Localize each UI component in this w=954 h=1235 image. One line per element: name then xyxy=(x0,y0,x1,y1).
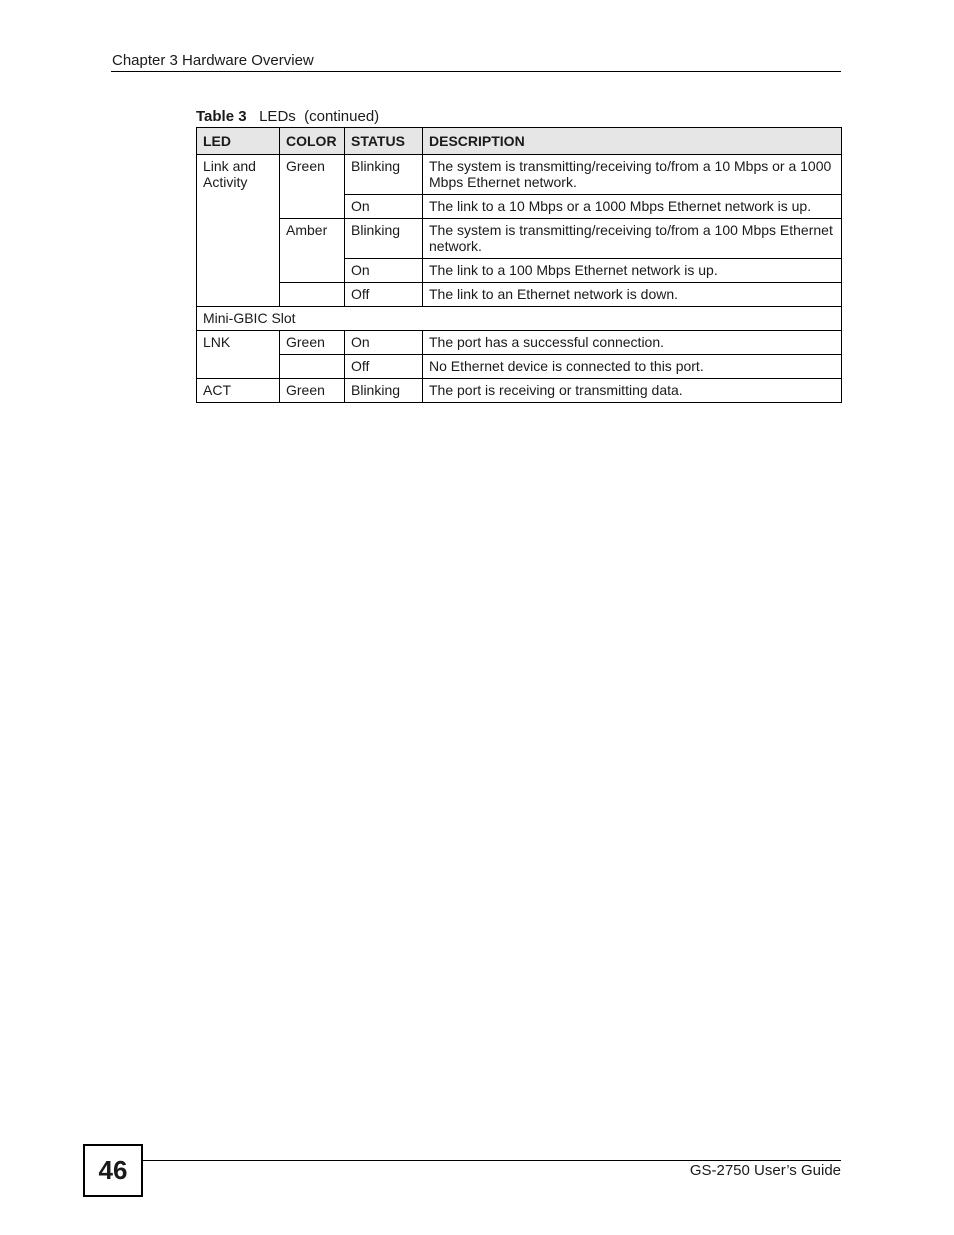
status-cell: Blinking xyxy=(345,219,423,259)
header-rule xyxy=(111,71,841,72)
leds-table xyxy=(196,127,842,403)
table-caption-label: Table 3 xyxy=(196,108,247,125)
page-number: 46 xyxy=(98,1155,128,1185)
description-cell: The system is transmitting/receiving to/from a 100 Mbps Ethernet network. xyxy=(423,219,842,259)
running-header: Chapter 3 Hardware Overview xyxy=(112,52,314,69)
led-cell: ACT xyxy=(197,379,280,403)
guide-title: GS-2750 User’s Guide xyxy=(689,1162,841,1179)
led-cell: LNK xyxy=(197,331,280,379)
table-section-row xyxy=(197,307,842,331)
table-row xyxy=(197,219,842,259)
section-cell: Mini-GBIC Slot xyxy=(197,307,842,331)
column-header-status: STATUS xyxy=(345,128,423,155)
table-row xyxy=(197,355,842,379)
status-cell: On xyxy=(345,195,423,219)
footer-rule xyxy=(141,1160,841,1161)
color-cell: Green xyxy=(280,331,345,355)
table-caption-text: LEDs (continued) xyxy=(259,108,380,125)
table-caption xyxy=(196,108,379,125)
description-cell: The link to an Ethernet network is down. xyxy=(423,283,842,307)
status-cell: Blinking xyxy=(345,155,423,195)
description-cell: The link to a 10 Mbps or a 1000 Mbps Ethernet network is up. xyxy=(423,195,842,219)
color-cell: Green xyxy=(280,155,345,219)
status-cell: Off xyxy=(345,283,423,307)
led-cell: Link and Activity xyxy=(197,155,280,307)
status-cell: On xyxy=(345,331,423,355)
color-cell: Amber xyxy=(280,219,345,283)
column-header-color: COLOR xyxy=(280,128,345,155)
description-cell: The link to a 100 Mbps Ethernet network is up. xyxy=(423,259,842,283)
table-row xyxy=(197,331,842,355)
color-cell: Green xyxy=(280,379,345,403)
table-header-row xyxy=(197,128,842,155)
status-cell: Off xyxy=(345,355,423,379)
status-cell: Blinking xyxy=(345,379,423,403)
table-row xyxy=(197,379,842,403)
table-row xyxy=(197,283,842,307)
column-header-led: LED xyxy=(197,128,280,155)
color-cell xyxy=(280,355,345,379)
page-number-box xyxy=(83,1144,143,1197)
description-cell: The system is transmitting/receiving to/from a 10 Mbps or a 1000 Mbps Ethernet network. xyxy=(423,155,842,195)
description-cell: The port has a successful connection. xyxy=(423,331,842,355)
column-header-description: DESCRIPTION xyxy=(423,128,842,155)
table-row xyxy=(197,155,842,195)
status-cell: On xyxy=(345,259,423,283)
description-cell: No Ethernet device is connected to this port. xyxy=(423,355,842,379)
description-cell: The port is receiving or transmitting data. xyxy=(423,379,842,403)
color-cell xyxy=(280,283,345,307)
